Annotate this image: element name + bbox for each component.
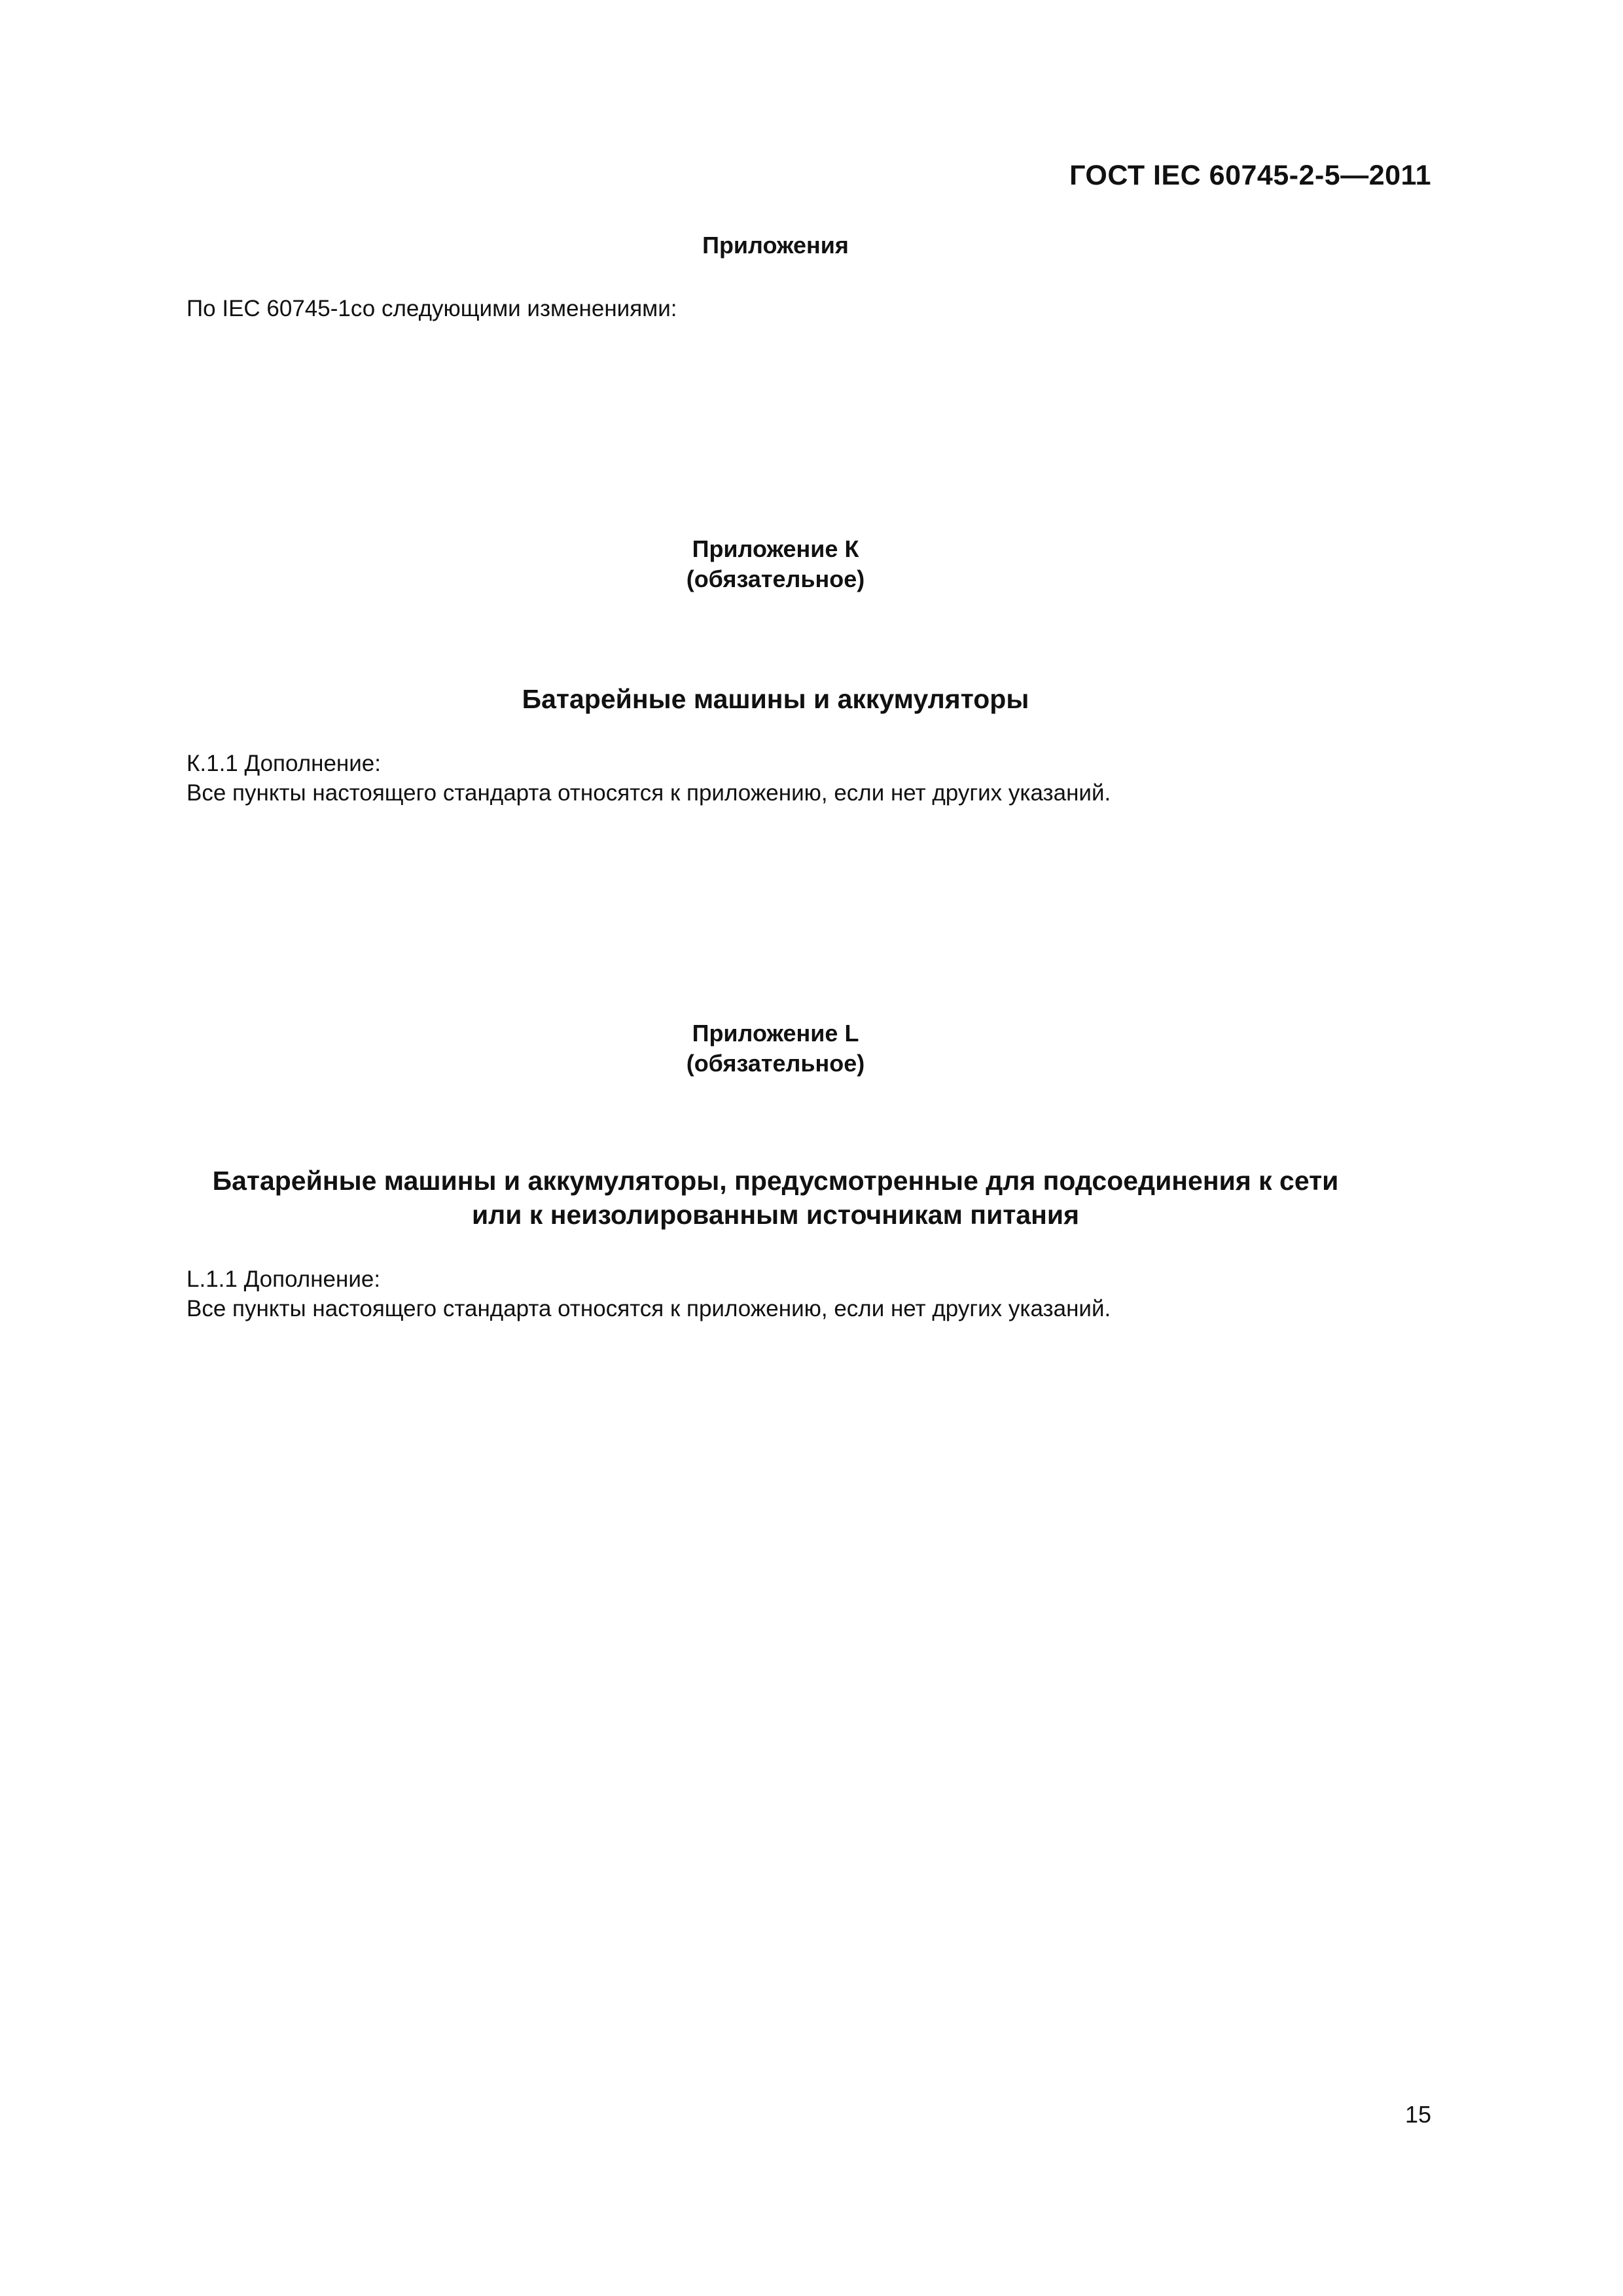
annex-l-heading-line1: Батарейные машины и аккумуляторы, предусмотренные для подсоединения к сети xyxy=(212,1166,1339,1196)
annex-k-heading: Батарейные машины и аккумуляторы xyxy=(522,684,1029,714)
annexes-intro: По IEC 60745-1со следующими изменениями: xyxy=(187,296,677,321)
annex-k-status: (обязательное) xyxy=(686,565,865,592)
annexes-title: Приложения xyxy=(702,232,849,259)
annex-l-status: (обязательное) xyxy=(686,1050,865,1077)
annex-k-clause-text: Все пункты настоящего стандарта относятся к приложению, если нет других указаний. xyxy=(187,780,1111,806)
annex-l-clause-text: Все пункты настоящего стандарта относятся к приложению, если нет других указаний. xyxy=(187,1296,1111,1321)
page-number: 15 xyxy=(1404,2101,1431,2128)
annex-l-clause-label: L.1.1 Дополнение: xyxy=(187,1266,381,1292)
annex-k-clause-label: К.1.1 Дополнение: xyxy=(187,751,381,776)
annex-l-title: Приложение L xyxy=(692,1020,859,1047)
document-code: ГОСТ IEC 60745-2-5—2011 xyxy=(1069,160,1431,191)
annex-l-heading-line2: или к неизолированным источникам питания xyxy=(471,1200,1080,1230)
annex-k-title: Приложение К xyxy=(692,535,859,562)
